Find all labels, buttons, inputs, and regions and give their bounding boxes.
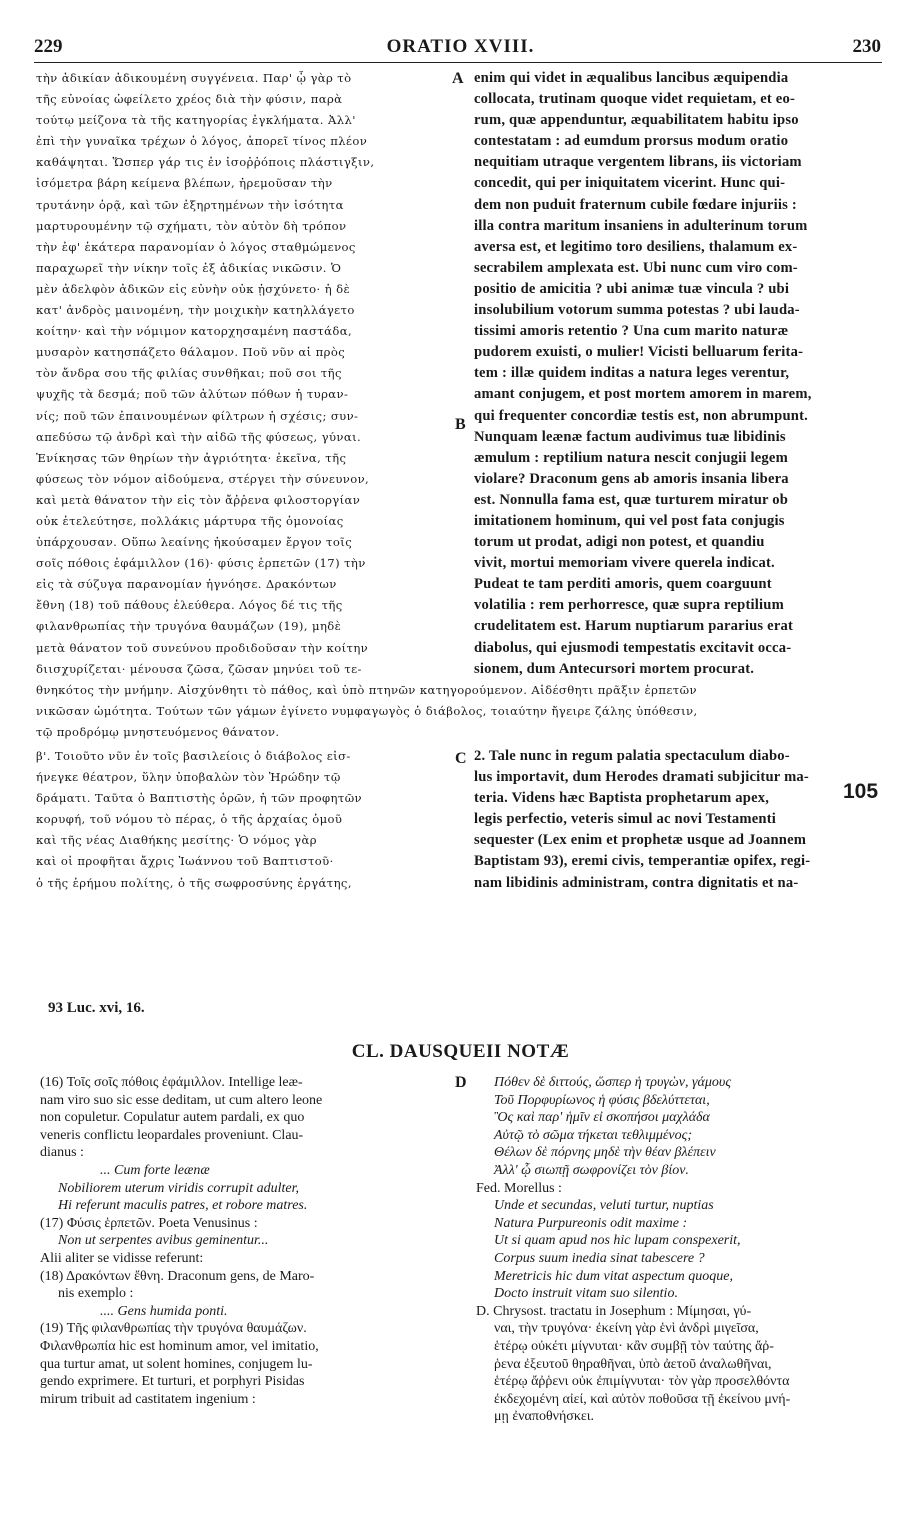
text-line: nis exemplo : xyxy=(58,1286,134,1302)
text-line: φύσεως τὸν νόμον αἰδούμενα, στέργει τὴν σύνευνον, xyxy=(36,471,370,486)
text-line: (17) Φύσις ἑρπετῶν. Poeta Venusinus : xyxy=(40,1215,258,1231)
running-title: ORATIO XVIII. xyxy=(386,36,535,57)
text-line: (18) Δρακόντων ἔθνη. Draconum gens, de Maro- xyxy=(40,1268,315,1284)
latin-column xyxy=(474,68,894,680)
text-line: gendo exprimere. Et turturi, et porphyri Pisidas xyxy=(40,1374,305,1390)
text-line: εἰς τὰ σύζυγα παρανομίαν ἠγνόησε. Δρακόντων xyxy=(36,577,337,592)
text-line: ῥενα ἐξευτοῦ θηραθῆναι, ὑπὸ ἀετοῦ ἀναλωθῆναι, xyxy=(494,1356,772,1372)
text-line: φιλανθρωπίας τὴν τρυγόνα θαυμάζων (19), μηδὲ xyxy=(36,619,342,634)
text-line: Unde et secundas, veluti turtur, nuptias xyxy=(494,1198,714,1214)
text-line: ὁ τῆς ἐρήμου πολίτης, ὁ τῆς σωφροσύνης ἐργάτης, xyxy=(36,875,352,890)
text-line: diabolus, qui ejusmodi tempestatis excitavit occa- xyxy=(474,639,792,656)
text-line: μυσαρὸν κατησπάζετο θάλαμον. Ποῦ νῦν αἱ πρὸς xyxy=(36,345,346,360)
text-line: qui frequenter concordiæ testis est, non abrumpunt. xyxy=(474,407,808,424)
text-line: mirum tribuit ad castitatem ingenium : xyxy=(40,1391,256,1407)
text-line: D. Chrysost. tractatu in Josephum : Μίμησαι, γύ- xyxy=(476,1303,752,1319)
text-line: qua turtur amat, ut solent homines, conjugem lu- xyxy=(40,1356,313,1372)
text-line: Ὃς καὶ παρ' ἡμῖν εἰ σκοπήσοι μαχλάδα xyxy=(494,1110,710,1126)
text-line: Corpus suum inedia sinat tabescere ? xyxy=(494,1250,705,1266)
margin-marker-c: C xyxy=(455,750,467,767)
text-line: Τοῦ Πορφυρίωνος ἡ φύσις βδελύττεται, xyxy=(494,1092,710,1108)
text-line: ἑτέρῳ οὐκέτι μίγνυται· κἂν συμβῇ τὸν ταύτης ἄῤ- xyxy=(494,1338,774,1354)
text-line: vivit, mortui memoriam vivere querela indicat. xyxy=(474,555,775,572)
text-line: dianus : xyxy=(40,1145,84,1161)
text-line: torum ut prodat, adigi non potest, et quandiu xyxy=(474,534,765,551)
text-line: β'. Τοιοῦτο νῦν ἐν τοῖς βασιλείοις ὁ διάβολος εἰσ- xyxy=(36,749,351,763)
text-line: θνηκότος τὴν μνήμην. Αἰσχύνθητι τὸ πάθος, καὶ ὑπὸ πτηνῶν κατηγορούμενον. Αἰδέσθητι πρᾶξιν ἑρπετῶν xyxy=(36,683,697,697)
text-line: καὶ μετὰ θάνατον τὴν εἰς τὸν ἄῤῥενα φιλοστοργίαν xyxy=(36,492,361,507)
text-line: nequitiam utraque vergentem librans, iis victoriam xyxy=(474,154,802,171)
greek-column-2 xyxy=(36,746,456,894)
text-line: legis perfectio, veteris simul ac novi Testamenti xyxy=(474,811,777,828)
text-line: μαρτυρουμένην τῷ σχήματι, τὸν αὐτὸν δὴ τρόπον xyxy=(36,218,347,233)
text-line: Hi referunt maculis patres, et robore matres. xyxy=(58,1198,308,1214)
text-line: .... Gens humida ponti. xyxy=(100,1303,228,1319)
text-line: sionem, dum Antecursori mortem procurat. xyxy=(474,660,755,677)
text-line: Ἐνίκησας τῶν θηρίων τὴν ἀγριότητα· ἐκεῖνα, τῆς xyxy=(36,450,347,465)
text-line: ἐκδεχομένη αἰεί, καὶ αὐτὸν ποθοῦσα τῇ ἐκείνου μνή- xyxy=(494,1391,791,1407)
text-line: δράματι. Ταῦτα ὁ Βαπτιστὴς ὁρῶν, ἡ τῶν προφητῶν xyxy=(36,791,363,806)
notes-right-column xyxy=(476,1074,896,1426)
text-line: rum, quæ appenduntur, æquabilitatem habitu ipso xyxy=(474,112,799,129)
text-line: 2. Tale nunc in regum palatia spectaculum diabo- xyxy=(474,748,790,764)
text-line: Φιλανθρωπία hic est hominum amor, vel imitatio, xyxy=(40,1338,319,1354)
text-line: τὴν ἐφ' ἑκάτερα παρανομίαν ὁ λόγος σταθμώμενος xyxy=(36,239,356,254)
text-line: Nunquam leænæ factum audivimus tuæ libidinis xyxy=(474,428,786,445)
footnote: 93 Luc. xvi, 16. xyxy=(48,1000,145,1016)
text-line: καὶ οἱ προφῆται ἄχρις Ἰωάννου τοῦ Βαπτιστοῦ· xyxy=(36,854,334,869)
text-line: μετὰ θάνατον τοῦ συνεύνου προδιδοῦσαν τὴν κοίτην xyxy=(36,640,369,655)
text-line: ἐπὶ τὴν γυναῖκα τρέχων ὁ λόγος, ἀπορεῖ τίνος πλέον xyxy=(36,134,368,149)
page-number-left: 229 xyxy=(34,36,63,57)
text-line: τὴν ἀδικίαν ἀδικουμένη συγγένεια. Παρ' ᾧ γὰρ τὸ xyxy=(36,71,352,85)
text-line: enim qui videt in æqualibus lancibus æquipendia xyxy=(474,70,789,86)
text-line: secrabilem amplexata est. Ubi nunc cum viro com- xyxy=(474,259,798,276)
text-line: οὐκ ἐτελεύτησε, πολλάκις μάρτυρα τῆς ὁμονοίας xyxy=(36,513,344,528)
text-line: διισχυρίζεται· μένουσα ζῶσα, ζῶσαν μηνύει τοῦ τε- xyxy=(36,661,362,676)
text-line: positio de amicitia ? ubi animæ tuæ vincula ? ubi xyxy=(474,280,790,297)
notes-title: CL. DAUSQUEII NOTÆ xyxy=(351,1041,570,1062)
text-line: απεδύσω τῷ ἀνδρὶ καὶ τὴν αἰδῶ τῆς φύσεως, γύναι. xyxy=(36,429,362,444)
text-line: τῆς εὐνοίας ὠφείλετο χρέος διὰ τὴν φύσιν, παρὰ xyxy=(36,92,343,107)
text-line: Ut si quam apud nos hic lupam conspexerit, xyxy=(494,1233,741,1249)
text-line: μὲν ἀδελφὸν ἀδικῶν εἰς εὐνὴν οὐκ ᾐσχύνετο· ἡ δὲ xyxy=(36,281,351,296)
text-line: insolubilium votorum summa potestas ? ubi lauda- xyxy=(474,302,800,319)
text-line: Θέλων δὲ πόρνης μηδὲ τὴν θέαν βλέπειν xyxy=(494,1145,716,1161)
margin-marker-d: D xyxy=(455,1074,467,1091)
text-line: ὑπάρχουσαν. Οὕπω λεαίνης ἠκούσαμεν ἔργον τοῖς xyxy=(36,535,353,550)
text-line: Πόθεν δὲ διττούς, ὥσπερ ἡ τρυγὼν, γάμους xyxy=(494,1075,732,1090)
column-number: 105 xyxy=(843,780,879,803)
text-line: κορυφή, τοῦ νόμου τὸ πέρας, ὁ τῆς ἀρχαίας ὁμοῦ xyxy=(36,812,343,827)
text-line: νίς; ποῦ τῶν ἐπαινουμένων φίλτρων ἡ σχέσις; συν- xyxy=(36,408,359,423)
text-line: collocata, trutinam quoque videt requietam, et eo- xyxy=(474,91,796,108)
text-line: ἑτέρῳ ἄῤῥενι οὐκ ἐπιμίγνυται· τὸν γὰρ προσελθόντα xyxy=(494,1374,790,1390)
text-line: τὸν ἄνδρα σου τῆς φιλίας συνθῆκαι; ποῦ σοι τῆς xyxy=(36,366,342,381)
greek-column xyxy=(36,68,456,680)
text-line: ναι, τὴν τρυγόνα· ἐκείνη γὰρ ἑνὶ ἀνδρὶ μιγεῖσα, xyxy=(494,1321,759,1337)
margin-marker-a: A xyxy=(452,70,464,87)
text-line: lus importavit, dum Herodes dramati subjicitur ma- xyxy=(474,769,809,786)
text-line: Alii aliter se vidisse referunt: xyxy=(40,1250,204,1266)
text-line: tissimi amoris retentio ? Una cum marito naturæ xyxy=(474,323,789,340)
text-line: Non ut serpentes avibus geminentur... xyxy=(58,1233,269,1249)
text-line: crudelitatem est. Harum nuptiarum pararius erat xyxy=(474,618,794,635)
text-line: μῃ ἐναποθνήσκει. xyxy=(494,1409,595,1425)
text-line: Natura Purpureonis odit maxime : xyxy=(494,1215,688,1231)
text-line: sequester (Lex enim et prophetæ usque ad Joannem xyxy=(474,832,807,849)
text-line: νικῶσαν ὠμότητα. Τούτων τῶν γάμων ἐγίνετο νυμφαγωγὸς ὁ διάβολος, τοιαύτην ἤγειρε ζάλης ὑπόθεσιν, xyxy=(36,704,698,719)
text-line: illa contra maritum insaniens in adulterinum torum xyxy=(474,217,808,234)
text-line: ... Cum forte leænæ xyxy=(100,1162,210,1178)
text-line: nam viro suo sic esse deditam, ut cum altero leone xyxy=(40,1092,323,1108)
text-line: ἰσόμετρα βάρη κείμενα βλέπων, ἠρεμοῦσαν τὴν xyxy=(36,176,333,191)
text-line: tem : illæ quidem inditas a natura leges verentur, xyxy=(474,365,790,382)
text-line: non copuletur. Copulatur autem pardali, ex quo xyxy=(40,1110,305,1126)
text-line: æmulum : reptilium natura nescit conjugii legem xyxy=(474,449,788,466)
text-line: veneris conflictu leopardales proveniunt. Clau- xyxy=(40,1127,304,1143)
text-line: Ἀλλ' ᾧ σιωπῇ σωφρονίζει τὸν βίον. xyxy=(494,1162,689,1178)
text-line: κοίτην· καὶ τὴν νόμιμον κατορχησαμένη παστάδα, xyxy=(36,324,353,339)
margin-marker-b: B xyxy=(455,416,466,433)
text-line: καθάψηται. Ὥσπερ γάρ τις ἐν ἰσοῤῥόποις πλάστιγξιν, xyxy=(36,155,375,170)
text-line: σοῖς πόθοις ἐφάμιλλον (16)· φύσις ἑρπετῶν (17) τὴν xyxy=(36,556,366,571)
text-line: nam libidinis administram, contra dignitatis et na- xyxy=(474,874,799,891)
notes-left-column xyxy=(40,1074,460,1408)
text-line: καὶ τῆς νέας Διαθήκης μεσίτης· Ὁ νόμος γὰρ xyxy=(36,833,317,848)
text-line: Baptistam 93), eremi civis, temperantiæ opifex, regi- xyxy=(474,853,811,870)
text-line: κατ' ἀνδρὸς μαινομένη, τὴν μοιχικὴν κατηλλάγετο xyxy=(36,303,355,318)
text-line: Αὐτῷ τὸ σῶμα τήκεται τεθλιμμένος; xyxy=(494,1127,692,1143)
text-line: amant conjugem, et post mortem amorem in marem, xyxy=(474,386,812,403)
text-line: pudorem exuisti, o mulier! Vicisti belluarum ferita- xyxy=(474,344,804,361)
text-line: παραχωρεῖ τὴν νίκην τοῖς ἐξ ἀδικίας νικῶσιν. Ὁ xyxy=(36,260,342,275)
text-line: τρυτάνην ὁρᾷ, καὶ τῶν ἐξηρτημένων τὴν ἰσότητα xyxy=(36,197,344,212)
text-line: aversa est, et legitimo toro desiliens, thalamum ex- xyxy=(474,238,798,255)
greek-full-width-lines xyxy=(36,680,896,744)
text-line: ήνεγκε θέατρον, ὕλην ὑποβαλὼν τὸν Ἡρώδην τῷ xyxy=(36,770,341,785)
page-number-right: 230 xyxy=(852,36,881,57)
text-line: τῷ προδρόμῳ μνηστευόμενος θάνατον. xyxy=(36,725,280,740)
text-line: est. Nonnulla fama est, quæ turturem miratur ob xyxy=(474,491,789,508)
text-line: τούτῳ μείζονα τὰ τῆς κατηγορίας ἐγκλήματα. Ἀλλ' xyxy=(36,113,356,128)
header-rule xyxy=(34,62,882,63)
text-line: (19) Τῆς φιλανθρωπίας τὴν τρυγόνα θαυμάζων. xyxy=(40,1321,307,1337)
text-line: violare? Draconum gens ab amoris insania libera xyxy=(474,470,789,487)
text-line: Meretricis hic dum vitat aspectum quoque, xyxy=(494,1268,733,1284)
text-line: ἔθνη (18) τοῦ πάθους ἐλεύθερα. Λόγος δέ τις τῆς xyxy=(36,598,343,613)
text-line: ψυχῆς τὰ δεσμά; ποῦ τῶν ἀλύτων πόθων ἡ τυραν- xyxy=(36,387,349,402)
text-line: Docto instruit vitam suo silentio. xyxy=(494,1286,678,1302)
text-line: Fed. Morellus : xyxy=(476,1180,562,1196)
text-line: (16) Τοῖς σοῖς πόθοις ἐφάμιλλον. Intellige leæ- xyxy=(40,1075,303,1090)
text-line: dem non puduit fraternum cubile fœdare injuriis : xyxy=(474,196,797,213)
text-line: imitationem hominum, qui vel post fata conjugis xyxy=(474,512,785,529)
text-line: Nobiliorem uterum viridis corrupit adulter, xyxy=(58,1180,299,1196)
text-line: contestatam : ad eumdum prorsus modum oratio xyxy=(474,133,789,150)
text-line: volatilia : rem perhorresce, quæ supra reptilium xyxy=(474,597,784,614)
latin-column-2 xyxy=(474,746,834,894)
text-line: Pudeat te tam perditi amoris, quem coarguunt xyxy=(474,576,772,593)
text-line: teria. Videns hæc Baptista prophetarum apex, xyxy=(474,790,770,807)
text-line: concedit, qui per iniquitatem vicerint. Hunc qui- xyxy=(474,175,786,192)
